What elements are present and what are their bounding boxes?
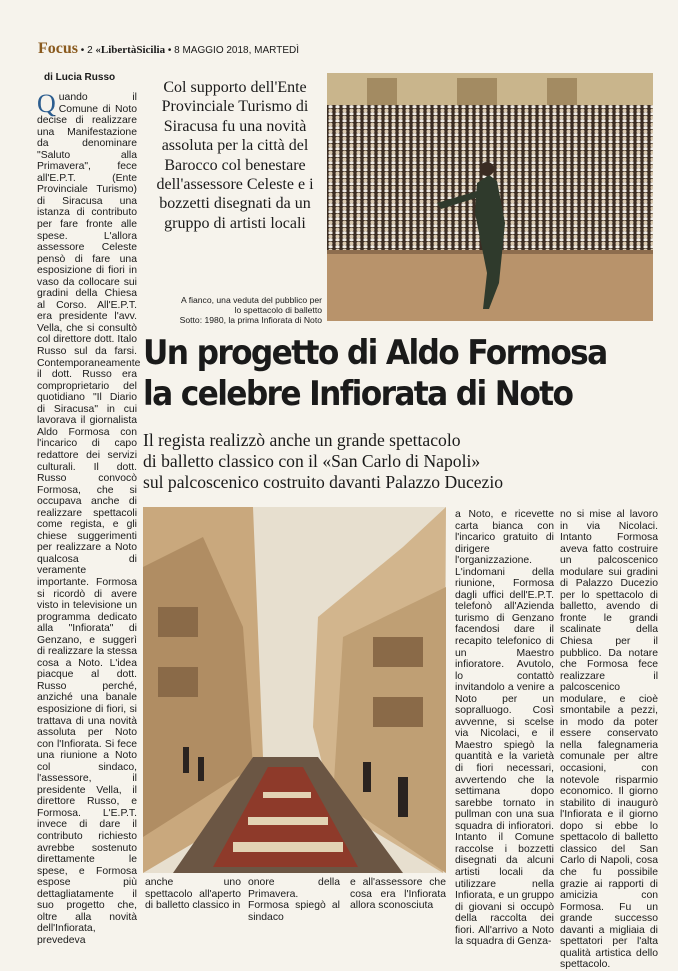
deck-text: Col supporto dell'Ente Provinciale Turismo di Siracusa fu una novità assoluta per la città del Barocco col benestare dell'assessore Celeste e i bozzetti disegnati da un gruppo di artisti locali (156, 79, 314, 232)
subhead-line-3: sul palcoscenico costruito davanti Palazzo Ducezio (143, 472, 504, 492)
caption-line-2: Sotto: 1980, la prima Infiorata di Noto (179, 315, 322, 325)
ballet-dancer-crowd-photo (327, 73, 653, 321)
article-text-col1: uando il Comune di Noto decise di realizzare una Manifestazione da denominare "Saluto alla Primavera", fece all'E.P.T. (Ente Provinciale Turismo) di Siracusa una istanza di contributo per fare fronte alle spese. L'allora assessore Celeste pensò di fare una esposizione di fiori in vaso da collocare sui gradini della Chiesa al Corso. All'E.P.T. era presidente l'avv. Vella, che si consultò col direttore dott. Italo Russo sul da farsi. Contemporaneamente il dott. Russo era comproprietario del quotidiano "Il Diario di Siracusa" in cui lavorava il giornalista Aldo Formosa con l'incarico di capo redattore dei servizi culturali. Il dott. Russo convocò Formosa, che si occupava anche di realizzare spettacoli come regista, e gli chiese suggerimenti per realizzare a Noto qualcosa di veramente importante. Formosa si ricordò di avere visto in televisione un programma dedicato alla "Infiorata" di Genzano, e suggerì di realizzare la stessa cosa a Noto. L'idea piacque al dott. Russo perché, anziché una banale esposizione di fiori, si trattava di una novità assoluta per Noto con l'Infiorata. Si fece una riunione a Noto col sindaco, l'assessore, il presidente Vella, il direttore Russo, e Formosa. L'E.P.T. invece di dare il contributo richiesto avrebbe sostenuto direttamente le spese, e Formosa espose più dettagliatamente il suo progetto che, oltre alla novità dell'Infiorata, prevedeva (37, 92, 141, 946)
headline (143, 333, 621, 415)
headline-line-2: la celebre Infiorata di Noto (143, 374, 573, 414)
article-column-4: a Noto, e ricevette carta bianca con l'incarico gratuito di dirigere l'organizzazione. L'indomani della riunione, Formosa dagli uffici dell'E.P.T. telefonò all'Azienda turismo di Genzano facendosi dare il recapito telefonico di un Maestro infioratore. Avutolo, lo contattò invitandolo a venire a Noto per un sopralluogo. Così avvenne, si scelse via Nicolaci, e il Maestro spiegò la quantità e la varietà di fiori necessari, avvertendo che la settimana dopo sarebbe tornato in pullman con una sua squadra di infioratori. Intanto il Comune raccolse i bozzetti disegnati da alcuni artisti locali da utilizzare nella Infiorata, e un gruppo di giovani si occupò della raccolta dei fiori. All'arrivo a Noto la squadra di Genza- (455, 509, 554, 948)
photo-caption (172, 295, 322, 325)
headline-line-1: Un progetto di Aldo Formosa (143, 333, 607, 373)
subheadline (143, 430, 663, 493)
section-label: Focus (38, 40, 78, 57)
page-number: 2 (87, 45, 93, 56)
drop-cap: Q (37, 89, 56, 118)
caption-line-1: A fianco, una veduta del pubblico per lo spettacolo di balletto (181, 295, 322, 315)
issue-date: 8 MAGGIO 2018, MARTEDÌ (174, 45, 299, 56)
article-column-5: no si mise al lavoro in via Nicolaci. Intanto Formosa aveva fatto costruire un palcoscenico modulare sui gradini di Palazzo Ducezio per lo spettacolo di balletto, avendo di fronte le grandi scalinate della Chiesa per il pubblico. Da notare che Formosa fece realizzare il palcoscenico modulare, e cioè smontabile a pezzi, in modo da poter essere conservato nella falegnameria comunale per altre occasioni, con notevole risparmio economico. Il giorno stabilito di inaugurò l'Infiorata e il giorno dopo si ebbe lo spettacolo di balletto classico del San Carlo di Napoli, cosa che fu possibile grazie ai rapporti di amicizia con Formosa. Fu un grande successo davanti a migliaia di spettatori per l'alta qualità artistica dello spettacolo. (560, 509, 658, 971)
subhead-line-2: di balletto classico con il «San Carlo di Napoli» (143, 451, 481, 471)
infiorata-street-photo (143, 507, 446, 873)
article-column-1 (37, 89, 141, 946)
infiorata-photo (143, 507, 446, 873)
masthead: «LibertàSicilia (95, 44, 166, 56)
article-column-3-bottom: onore della Primavera. Formosa spiegò al sindaco (248, 877, 340, 923)
ballet-photo (327, 73, 653, 321)
byline: di Lucia Russo (44, 72, 116, 83)
subhead-line-1: Il regista realizzò anche un grande spettacolo (143, 430, 461, 450)
article-column-2-bottom: anche uno spettacolo all'aperto di balletto classico in (145, 877, 241, 912)
page-header: Focus • 2 «LibertàSicilia • 8 MAGGIO 2018, MARTEDÌ (38, 40, 299, 57)
article-column-4-bottom: e all'assessore che cosa era l'Infiorata allora sconosciuta (350, 877, 446, 912)
